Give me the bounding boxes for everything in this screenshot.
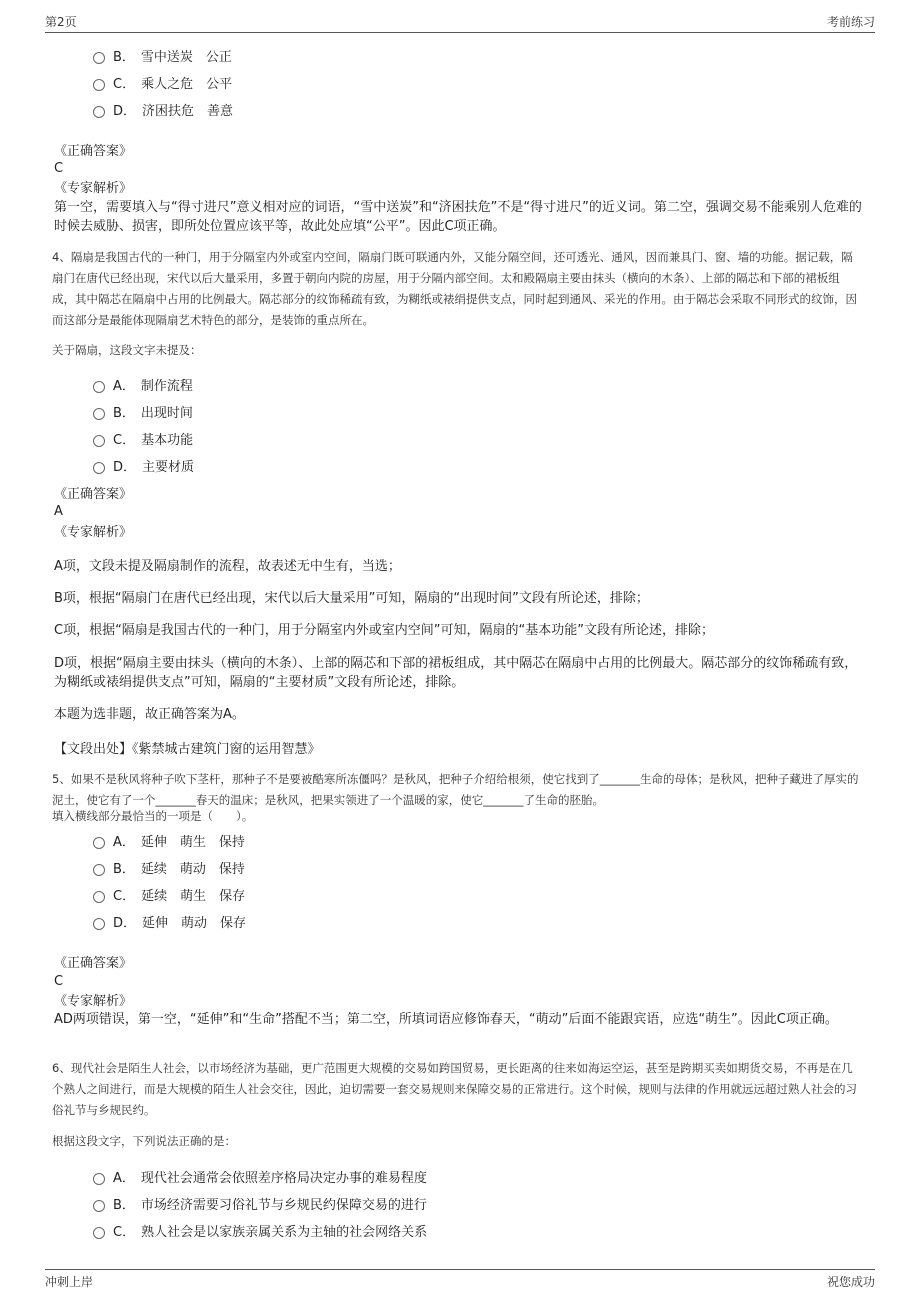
radio-icon[interactable]: [93, 106, 105, 118]
q5-answer: C: [54, 974, 64, 989]
q5-option-d[interactable]: D． 延伸 萌动 保存: [93, 911, 246, 931]
q6-passage: 6、现代社会是陌生人社会，以市场经济为基础，更广范围更大规模的交易如跨国贸易，更长距离的往来如海运空运，甚至是跨期买卖如期货交易，不再是在几个熟人之间进行，而是大规模的陌生人社会交往，因此，迫切需要一套交易规则来保障交易的正常进行。这个时候，规则与法律的作用就远远超过熟人社会的习俗礼节与乡规民约。: [52, 1061, 857, 1117]
radio-icon[interactable]: [93, 408, 105, 420]
q4-analysis-a: A项，文段未提及隔扇制作的流程，故表述无中生有，当选；: [54, 559, 401, 574]
q6-option-b[interactable]: B． 市场经济需要习俗礼节与乡规民约保障交易的进行: [93, 1193, 427, 1213]
q4-source: 【文段出处】《紫禁城古建筑门窗的运用智慧》: [54, 742, 321, 757]
q3-answer: C: [54, 161, 64, 176]
radio-icon[interactable]: [93, 52, 105, 64]
radio-icon[interactable]: [93, 1200, 105, 1212]
q4-question: 关于隔扇，这段文字未提及：: [52, 343, 202, 357]
q4-option-d[interactable]: D． 主要材质: [93, 455, 194, 475]
page-number: 第2页: [45, 15, 77, 29]
q5-option-b[interactable]: B． 延续 萌动 保持: [93, 857, 245, 877]
page-header: [45, 10, 875, 33]
q3-option-d[interactable]: D． 济困扶危 善意: [93, 99, 233, 119]
q5-question: 填入横线部分最恰当的一项是（ ）。: [52, 809, 254, 823]
q3-answer-label: 《正确答案》: [54, 144, 133, 159]
q4-answer-label: 《正确答案》: [54, 487, 133, 502]
footer-right: 祝您成功: [826, 1275, 875, 1289]
q5-analysis-label: 《专家解析》: [54, 994, 133, 1009]
q4-analysis-c: C项，根据“隔扇是我国古代的一种门，用于分隔室内外或室内空间”可知，隔扇的“基本功能”文段有所论述，排除；: [54, 623, 715, 638]
q5-analysis: AD两项错误，第一空，“延伸”和“生命”搭配不当；第二空，所填词语应修饰春天，“萌动”后面不能跟宾语，应选“萌生”。因此C项正确。: [54, 1012, 838, 1027]
q3-analysis: 第一空，需要填入与“得寸进尺”意义相对应的词语，“雪中送炭”和“济困扶危”不是“得寸进尺”的近义词。第二空，强调交易不能乘别人危难的时候去威胁、损害，即所处位置应该平等，故此处应填“公平”。因此C项正确。: [54, 200, 862, 234]
q4-analysis-b: B项，根据“隔扇门在唐代已经出现，宋代以后大量采用”可知，隔扇的“出现时间”文段有所论述，排除；: [54, 591, 649, 606]
header-title: 考前练习: [826, 15, 875, 29]
radio-icon[interactable]: [93, 918, 105, 930]
radio-icon[interactable]: [93, 1173, 105, 1185]
q4-analysis-d: D项，根据“隔扇主要由抹头（横向的木条）、上部的隔芯和下部的裙板组成，其中隔芯在隔扇中占用的比例最大。隔芯部分的纹饰稀疏有致，为糊纸或裱绢提供支点”可知，隔扇的“主要材质”文段有所论述，排除。: [54, 656, 858, 690]
page-footer: [45, 1269, 875, 1293]
radio-icon[interactable]: [93, 864, 105, 876]
q4-option-b[interactable]: B． 出现时间: [93, 401, 193, 421]
q4-answer: A: [54, 504, 63, 519]
q4-analysis-label: 《专家解析》: [54, 525, 133, 540]
q5-option-c[interactable]: C． 延续 萌生 保存: [93, 884, 245, 904]
q6-question: 根据这段文字，下列说法正确的是：: [52, 1134, 236, 1148]
radio-icon[interactable]: [93, 381, 105, 393]
radio-icon[interactable]: [93, 79, 105, 91]
radio-icon[interactable]: [93, 462, 105, 474]
radio-icon[interactable]: [93, 837, 105, 849]
radio-icon[interactable]: [93, 1227, 105, 1239]
q5-option-a[interactable]: A． 延伸 萌生 保持: [93, 830, 245, 850]
q4-passage: 4、隔扇是我国古代的一种门，用于分隔室内外或室内空间，隔扇门既可联通内外，又能分隔空间，还可透光、通风，因而兼具门、窗、墙的功能。据记载，隔扇门在唐代已经出现，宋代以后大量采用，多置于朝向内院的房屋，用于分隔内部空间。太和殿隔扇主要由抹头（横向的木条）、上部的隔芯和下部的裙板组成，其中隔芯在隔扇中占用的比例最大。隔芯部分的纹饰稀疏有致，为糊纸或裱绢提供支点，同时起到通风、采光的作用。由于隔芯会采取不同形式的纹饰，因而这部分是最能体现隔扇艺术特色的部分，是装饰的重点所在。: [52, 250, 857, 327]
q5-answer-label: 《正确答案》: [54, 956, 133, 971]
q6-option-c[interactable]: C． 熟人社会是以家族亲属关系为主轴的社会网络关系: [93, 1220, 427, 1240]
q5-passage: 5、如果不是秋风将种子吹下茎杆，那种子不是要被酷寒所冻僵吗？是秋风，把种子介绍给根须，使它找到了_______生命的母体；是秋风，把种子藏进了厚实的泥土，使它有了一个_______春天的温床；是秋风，把果实领进了一个温暖的家，使它_______了生命的胚胎。: [52, 772, 859, 807]
q6-option-a[interactable]: A． 现代社会通常会依照差序格局决定办事的难易程度: [93, 1166, 427, 1186]
radio-icon[interactable]: [93, 435, 105, 447]
q3-option-c[interactable]: C． 乘人之危 公平: [93, 72, 232, 92]
q3-option-b[interactable]: B． 雪中送炭 公正: [93, 45, 232, 65]
q4-option-a[interactable]: A． 制作流程: [93, 374, 193, 394]
q3-analysis-label: 《专家解析》: [54, 181, 133, 196]
radio-icon[interactable]: [93, 891, 105, 903]
q4-conclusion: 本题为选非题，故正确答案为A。: [54, 707, 245, 722]
footer-left: 冲刺上岸: [45, 1275, 94, 1289]
q4-option-c[interactable]: C． 基本功能: [93, 428, 193, 448]
